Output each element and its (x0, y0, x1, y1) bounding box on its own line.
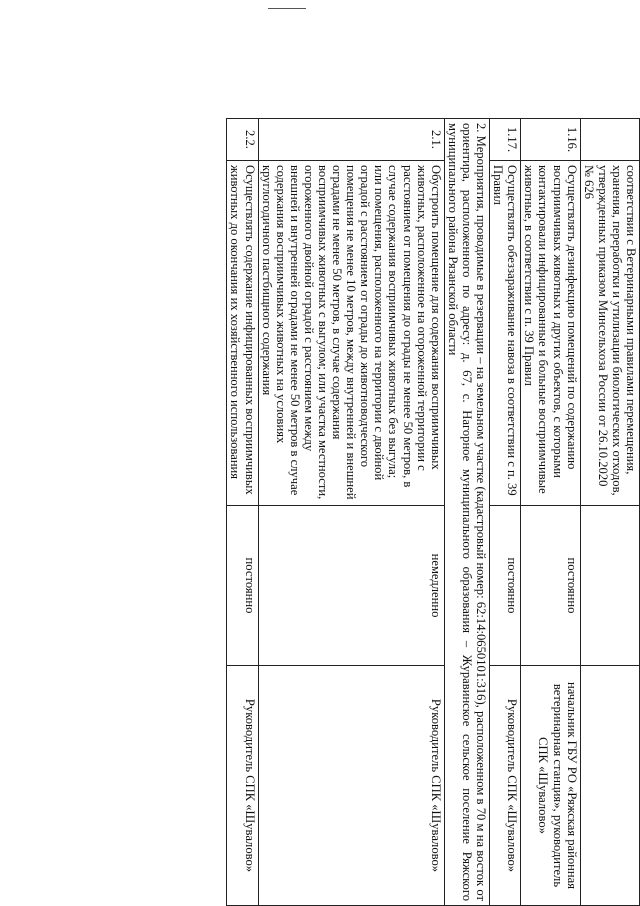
responsible: Руководитель СПК «Шувалово» (258, 666, 444, 906)
section-row (444, 119, 489, 906)
measure-text: Обустроить помещение для содержания восприимчивых животных, расположенное на огороженной территории с расстоянием от помещения до ограды не менее 50 метров, в случае содержания восприимчивых животных без выгула; или помещения, расположенного на территории с двойной оградой с расстоянием от ограды до животноводческого помещения не менее 10 метров, между внутренней и внешней оградами не менее 50 метров, в случае содержания восприимчивых животных с выгулом; или участка местности, огороженного двойной оградой с расстоянием между внешней и внутренней оградами не менее 50 метров в случае содержания восприимчивых животных на условиях круглогодичного пастбищного содержания (258, 161, 444, 506)
table-row (490, 119, 521, 906)
term: немедленно (258, 506, 444, 666)
measure-text: Осуществлять обеззараживание навоза в соответствии с п. 39 Правил (490, 161, 521, 506)
item-number: 1.17. (490, 119, 521, 161)
measure-text: Осуществлять дезинфекцию помещений по содержанию восприимчивых животных и других объектов, с которыми контактировали инфицированные и больные восприимчивые животные, в соответствии с п. 39 Правил (521, 161, 580, 506)
rotated-document (40, 118, 640, 905)
term: постоянно (521, 506, 580, 666)
responsible: Руководитель СПК «Шувалово» (227, 666, 258, 906)
measures-table (226, 118, 640, 906)
table-row (227, 119, 258, 906)
measures-table-body (227, 119, 640, 906)
measure-text: соответствии с Ветеринарными правилами перемещения, хранения, переработки и утилизации биологических отходов, утвержденных приказом Минсельхоза России от 26.10.2020 № 626 (580, 161, 639, 506)
item-number (580, 119, 639, 161)
item-number: 2.2. (227, 119, 258, 161)
responsible (580, 666, 639, 906)
item-number: 2.1. (258, 119, 444, 161)
responsible: Руководитель СПК «Шувалово» (490, 666, 521, 906)
term: постоянно (490, 506, 521, 666)
table-row (521, 119, 580, 906)
term (580, 506, 639, 666)
measure-text: Осуществлять содержание инфицированных восприимчивых животных до окончания их хозяйственного использования (227, 161, 258, 506)
responsible: начальник ГБУ РО «Ряжская районная ветеринарная станция», руководитель СПК «Шувалово» (521, 666, 580, 906)
page-top-mark (268, 8, 306, 9)
table-row (258, 119, 444, 906)
table-row (580, 119, 639, 906)
item-number: 1.16. (521, 119, 580, 161)
term: постоянно (227, 506, 258, 666)
section-heading: 2. Мероприятия, проводимые в резервации – на земельном участке (кадастровый номер: 62:14:0650101:316), расположенном в 70 м на восток от ориентира, расположенного по адресу: д. 67, с. Нагорное муниципального образования – Журавинское сельское поселение Ряжского муниципального района Рязанской области (444, 119, 489, 906)
